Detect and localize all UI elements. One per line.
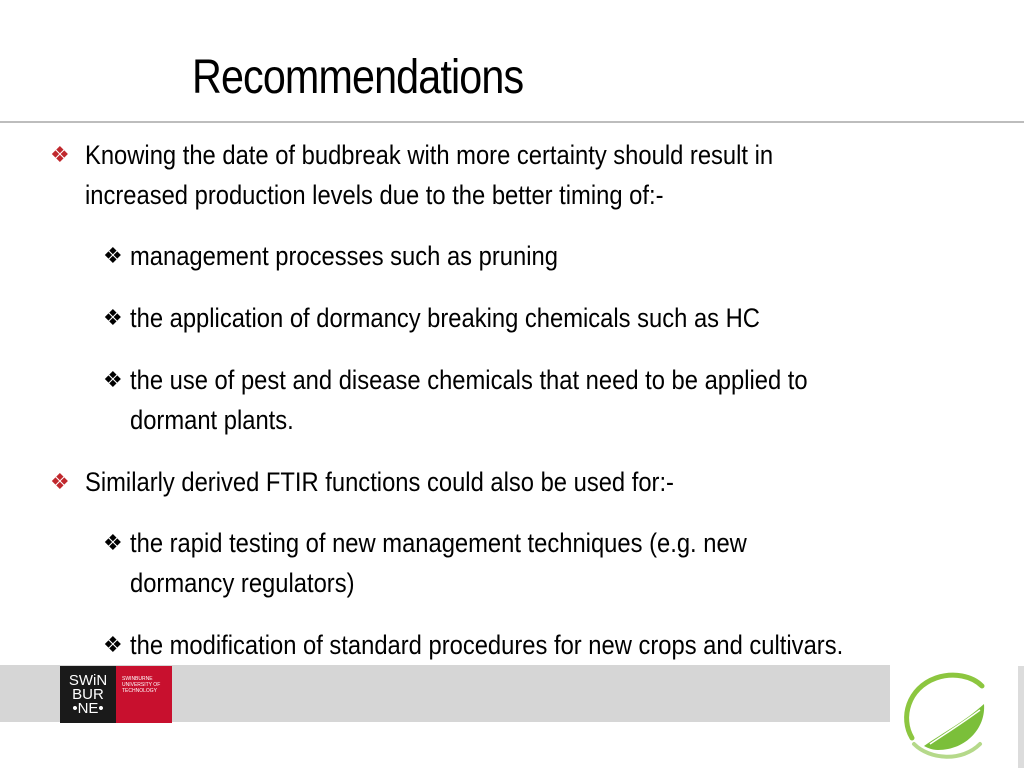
swinburne-logo-wordmark xyxy=(116,666,172,723)
logo-text-line: TECHNOLOGY xyxy=(122,688,158,694)
logo-text-line: SWINBURNE xyxy=(122,676,153,682)
sub-bullet-text: the modification of standard procedures for new crops and cultivars. xyxy=(130,630,844,660)
bullet-marker-icon: ❖ xyxy=(50,469,70,494)
sub-bullet-marker-icon: ❖ xyxy=(103,367,123,392)
logo-text-line: •NE• xyxy=(72,699,104,717)
logo-text-line: SWiN xyxy=(68,671,108,689)
sub-bullet-text: dormant plants. xyxy=(130,405,294,435)
bullet-text: increased production levels due to the better timing of:- xyxy=(85,180,664,210)
bullet-text: Knowing the date of budbreak with more certainty should result in xyxy=(85,140,774,170)
leaf-circle-icon xyxy=(894,666,994,766)
sub-bullet-text: management processes such as pruning xyxy=(130,241,558,271)
title-divider xyxy=(0,121,1024,123)
slide-title: Recommendations xyxy=(192,51,524,104)
sub-bullet-marker-icon: ❖ xyxy=(103,243,123,268)
logo-text-line: BUR xyxy=(72,685,104,703)
sub-bullet-text: the rapid testing of new management techniques (e.g. new xyxy=(130,528,747,558)
sub-bullet-text: the application of dormancy breaking chemicals such as HC xyxy=(130,303,760,333)
bullet-marker-icon: ❖ xyxy=(50,142,70,167)
sub-bullet-marker-icon: ❖ xyxy=(103,632,123,657)
logo-text-line: UNIVERSITY OF xyxy=(122,682,161,688)
swinburne-logo-mark xyxy=(60,666,116,723)
sub-bullet-text: dormancy regulators) xyxy=(130,568,355,598)
sub-bullet-marker-icon: ❖ xyxy=(103,305,123,330)
swinburne-logo xyxy=(60,666,172,723)
sub-bullet-text: the use of pest and disease chemicals that need to be applied to xyxy=(130,365,808,395)
sub-bullet-marker-icon: ❖ xyxy=(103,530,123,555)
bullet-text: Similarly derived FTIR functions could also be used for:- xyxy=(85,467,674,497)
right-edge-bar xyxy=(1018,666,1024,768)
